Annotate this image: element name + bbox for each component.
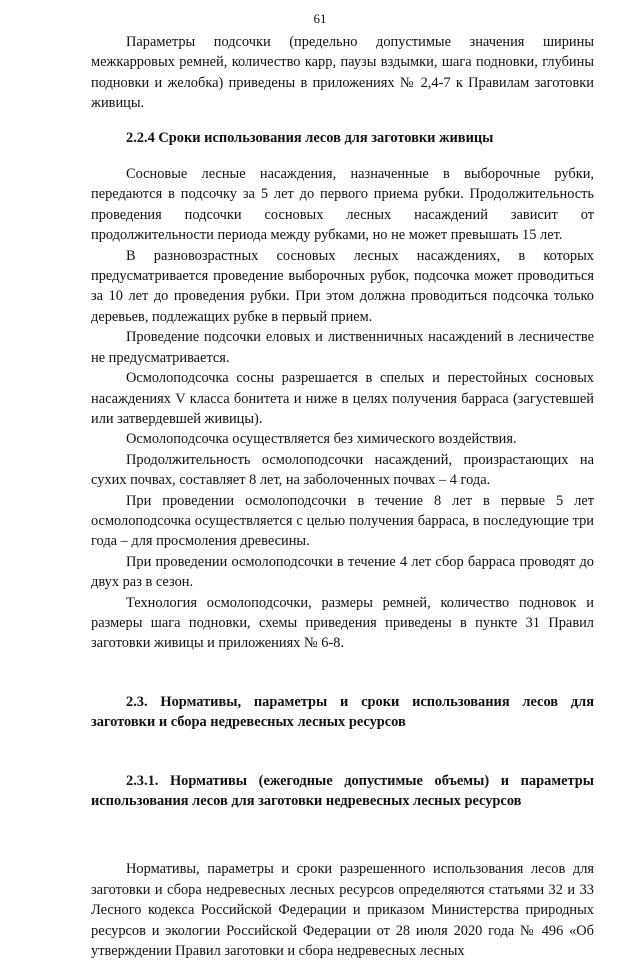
paragraph: Параметры подсочки (предельно допустимые значения ширины межкарровых ремней, количество карр, паузы вздымки, шага подновки, глубины подновки и желобка) приведены в приложениях № 2,4-7 к Правилам заготовки живицы. [91,34,594,112]
paragraph: При проведении осмолоподсочки в течение 4 лет сбор барраса проводят до двух раз в сезон. [91,553,594,591]
paragraph: Технология осмолоподсочки, размеры ремней, количество подновок и размеры шага подновки, схемы приведения приведены в пункте 31 Правил заготовки живицы и приложениях № 6-8. [91,594,594,652]
page-number: 61 [313,11,327,26]
section-heading-2-3-1: 2.3.1. Нормативы (ежегодные допустимые объемы) и параметры использования лесов для заготовки недревесных лесных ресурсов [91,772,594,809]
document-body [91,32,594,961]
section-heading-2-2-4: 2.2.4 Сроки использования лесов для заготовки живицы [126,129,494,146]
paragraph: Продолжительность осмолоподсочки насаждений, произрастающих на сухих почвах, составляет 8 лет, на заболоченных почвах – 4 года. [91,451,594,489]
paragraph: Проведение подсочки еловых и лиственничных насаждений в лесничестве не предусматривается. [91,329,594,366]
paragraph: Сосновые лесные насаждения, назначенные в выборочные рубки, передаются в подсочку за 5 лет до первого приема рубки. Продолжительность проведения подсочки сосновых лесных насаждений зависит от продолжительности периода между рубками, но не может превышать 15 лет. [91,166,594,244]
paragraph: При проведении осмолоподсочки в течение 8 лет в первые 5 лет осмолоподсочка осуществляется с целью получения барраса, в последующие три года – для просмоления древесины. [91,492,594,550]
paragraph: Осмолоподсочка сосны разрешается в спелых и перестойных сосновых насаждениях V класса бонитета и ниже в целях получения барраса (загустевшей или затвердевшей живицы). [91,370,594,427]
paragraph: В разновозрастных сосновых лесных насаждениях, в которых предусматривается проведение выборочных рубок, подсочка может проводиться за 10 лет до проведения рубки. При этом должна проводиться подсочка только деревьев, подлежащих рубке в первый прием. [91,247,594,325]
paragraph: Осмолоподсочка осуществляется без химического воздействия. [126,431,517,448]
section-heading-2-3: 2.3. Нормативы, параметры и сроки использования лесов для заготовки и сбора недревесных лесных ресурсов [91,693,594,731]
paragraph: Нормативы, параметры и сроки разрешенного использования лесов для заготовки и сбора недревесных лесных ресурсов определяются статьями 32 и 33 Лесного кодекса Российской Федерации и приказом Министерства природных ресурсов и экологии Российской Федерации от 28 июля 2020 года № 496 «Об утверждении Правил заготовки и сбора недревесных лесных [91,861,594,960]
